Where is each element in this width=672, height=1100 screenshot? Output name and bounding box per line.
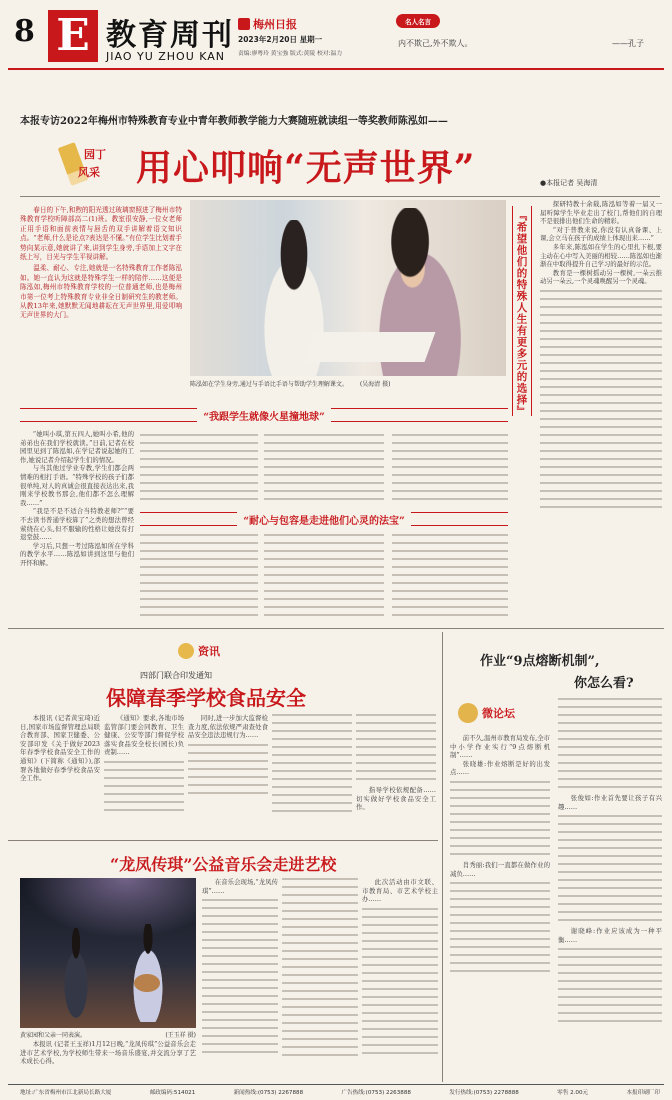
credits: 责编:廖粤玲 黄宝強 版式:黄陵 校对:温力 <box>238 51 343 57</box>
event-photo-caption <box>20 1030 196 1039</box>
news-kicker: 四部门联合印发通知 <box>140 671 212 680</box>
paper-name: 梅州日报 <box>253 18 297 31</box>
side-quote-box <box>512 206 532 416</box>
megaphone-icon <box>458 703 478 723</box>
event-photo-credit: (王玉祥 摄) <box>165 1032 196 1039</box>
news-body-3: 同时,进一步加大监督检查力度,依法依规严肃查处食品安全违法违规行为…… <box>188 714 268 740</box>
footer-print: 本报印刷厂印 <box>626 1090 660 1096</box>
news-body-2: 《通知》要求,各地市场监管部门要会同教育、卫生健康、公安等部门督促学校落实食品安全校长(园长)负责制…… <box>104 714 184 757</box>
subhead-2-text: “耐心与包容是走进他们心灵的法宝” <box>237 512 411 527</box>
desk-books <box>305 332 436 362</box>
event-body-2: 在音乐会现场,“龙凤传琪”…… <box>202 878 278 895</box>
news-col-5 <box>356 714 436 834</box>
body-col-1-p2: 与当其他过学业专教,学生们都会两情难的相打手语。“特殊学校的孩子们都很单纯,对人的真诚会很直接表达出来,我刚来学校教书那会,他们都不怎么理解我……” <box>20 464 134 507</box>
motto-badge <box>396 14 440 28</box>
lead-paragraph-1: 春日的下午,和煦的阳光透过玻璃窗照进了梅州市特殊教育学校听障部高二(1)班。教室很安静,一位女老师正用手语和面前表情与唇舌的双手讲解着语文知识点。“老师,什么是论点?表达是不懂。”有位学生比划着手势向某示意,她就讲了来,讲到学生身旁,手语加上文字在纸上写，目光与学生平视讲解。 <box>20 206 182 262</box>
feature-lead <box>20 206 182 412</box>
body-col-5 <box>140 534 258 622</box>
feature-top-rule <box>20 196 660 197</box>
commentary-headline-1: 作业“9点熔断机制”, <box>480 654 600 669</box>
column-badge-line1: 园丁 <box>84 148 106 161</box>
commentary-col-2 <box>558 698 662 1080</box>
feature-right-column <box>540 200 662 614</box>
body-col-1-p4: 学习后,只想一考过陈泓如所在学科的教学水平……陈泓如讲到这里与他们开怀和解。 <box>20 541 134 567</box>
motto-text: 内不欺己,外不欺人。 <box>398 39 473 48</box>
news-badge-label: 资讯 <box>198 645 220 658</box>
news-badge-icon <box>178 643 194 659</box>
footer-price: 零售 2.00元 <box>557 1090 589 1096</box>
body-col-3 <box>264 434 384 504</box>
feature-headline: 用心叩响“无声世界” <box>136 147 476 189</box>
subhead-1 <box>20 408 508 422</box>
body-col-7 <box>392 534 508 622</box>
masthead-rule <box>8 68 664 70</box>
event-col-4 <box>362 878 438 1082</box>
right-column-p3: 多年来,陈泓如在学生的心里扎下根,要主动在心中写入美丽的相较……陈泓如也渐渐在中取得提升自己学习的最好的示范。 <box>540 242 662 269</box>
right-column-p1: 探研特教十余载,陈泓如等着一届又一届听障学生毕业走出了校门,帮他们的自理不是很排出他们生命的精彩。 <box>540 200 662 226</box>
performer-father <box>56 928 96 1020</box>
performer-daughter <box>124 924 172 1022</box>
motto-author: ——孔子 <box>612 39 644 48</box>
feature-kicker: 本报专访2022年梅州市特殊教育专业中青年教师教学能力大赛随班就读组一等奖教师陈泓如—— <box>20 116 448 127</box>
section-title: 教育周刊 <box>106 18 234 53</box>
photo-credit: (吴海清 摄) <box>359 381 391 388</box>
commentary-divider <box>442 632 443 1082</box>
column-badge <box>64 142 110 190</box>
feature-bottom-rule <box>8 628 664 629</box>
event-photo-caption-text: 黄家园和父亲一同表演。 <box>20 1032 87 1039</box>
news-col-4 <box>272 714 352 834</box>
footer <box>20 1088 660 1098</box>
commentary-speaker-3: 张俊如:作业首先要让孩子有兴趣…… <box>558 794 662 811</box>
side-quote: 『希望他们的特殊人生有更多元的选择』 <box>515 210 528 417</box>
body-col-1-p3: “我是不是不适合当特教老师?”“要不去读书普通学校算了”之类的想法曾经萦绕在心头,但不服输的性格让她没有打退堂鼓…… <box>20 507 134 542</box>
news-headline: 保障春季学校食品安全 <box>106 686 306 710</box>
commentary-col-1 <box>450 734 550 1080</box>
body-col-4 <box>392 434 508 504</box>
right-column-p4: 教育是一棵树摇动另一棵树,一朵云推动另一朵云,一个灵魂唤醒另一个灵魂。 <box>540 268 662 286</box>
news-body-4: 指导学校依规配备……切实做好学校食品安全工作。 <box>356 786 436 812</box>
news-col-1 <box>20 714 100 834</box>
news-col-3 <box>188 714 268 834</box>
body-col-1 <box>20 430 134 622</box>
right-column-text-lines <box>540 290 662 508</box>
footer-rule <box>8 1084 664 1085</box>
subhead-2 <box>140 512 508 526</box>
news-body-1: 本报讯 (记者黄宝琦)近日,国家市场监督管理总局联合教育部、国家卫健委、公安部印发《关于做好2023年春季学校食品安全工作的通知》(下简称《通知》),部署各地做好春季学校食品安全工作。 <box>20 714 100 783</box>
masthead <box>0 0 672 82</box>
event-body-1: 本报讯 (记者王玉祥)1月12日晚,“龙凤传琪”公益音乐会走进市艺术学校,为学校师生带来一场音乐盛宴,并交流分享了艺术成长心得。 <box>20 1040 196 1066</box>
body-col-2 <box>140 434 258 504</box>
event-col-3 <box>282 878 358 1082</box>
right-column-p2: “对于普教来说,你没有认真备课、上课,会立马在孩子的成绩上体现出来……” <box>540 225 662 243</box>
commentary-speaker-1: 张晓雄:作业熔断是好的出发点…… <box>450 759 550 777</box>
feature-photo <box>190 200 506 376</box>
guitar-icon <box>134 974 160 992</box>
body-col-1-p1: “她叫小琪,第五四人,她叫小希,他的弟弟也在我们学校就读。”日前,记者在校园里见到了陈泓如,在学记者说起她的工作,她说记者介绍起学生们的情况。 <box>20 430 134 464</box>
footer-ad-hotline: 广告热线:(0753) 2263888 <box>341 1090 411 1096</box>
section-pinyin: JIAO YU ZHOU KAN <box>106 50 226 63</box>
footer-news-hotline: 新闻热线:(0753) 2267888 <box>233 1090 304 1096</box>
column-badge-line2: 风采 <box>78 166 100 179</box>
lead-paragraph-2: 温柔、耐心、专注,她就是一名特殊教育工作者陈泓如。她一直认为这就是特殊学生一样的陪伴……这便是陈泓如,梅州市特殊教育学校的一位普通老师,也是梅州市第一位考上特殊教育专业非全日制研究生的教老师。从教13年来,她默默无闻地耕耘在无声世界里,用爱叩响无声世界的大门。 <box>20 264 182 320</box>
commentary-speaker-4: 谢晓峰:作业应该成为一种平衡…… <box>558 927 662 944</box>
commentary-badge <box>458 698 528 728</box>
date-line: 2023年2月20日 星期一 <box>238 35 323 44</box>
news-col-2 <box>104 714 184 834</box>
event-body-3: 此次活动由市文联、市教育局、市艺术学校主办…… <box>362 878 438 904</box>
page-number: 8 <box>14 14 35 49</box>
event-col-1 <box>20 1040 196 1082</box>
commentary-badge-label: 微论坛 <box>482 707 515 720</box>
commentary-speaker-2: 肖秀丽:我们一直都在做作业的减负…… <box>450 860 550 878</box>
commentary-intro: 前不久,温州市教育局发布,全市中小学作业实行“9点熔断机制”…… <box>450 734 550 760</box>
section-letter-block <box>48 10 98 62</box>
footer-distribution: 发行热线:(0753) 2278888 <box>449 1090 519 1096</box>
subhead-1-text: “我跟学生就像火星撞地球” <box>197 408 331 423</box>
footer-address: 地址:广东省梅州市江北新局长路大厦 <box>20 1090 112 1096</box>
section-letter: E <box>56 10 90 61</box>
feature-byline: ●本报记者 吴海清 <box>540 179 598 187</box>
event-headline: “龙凤传琪”公益音乐会走进艺校 <box>110 855 337 874</box>
photo-caption <box>190 379 506 388</box>
news-badge <box>178 640 238 662</box>
commentary-headline-2: 你怎么看? <box>574 676 634 691</box>
event-col-2 <box>202 878 278 1082</box>
motto-badge-label: 名人名言 <box>405 17 431 26</box>
news-bottom-rule <box>8 840 438 841</box>
event-photo <box>20 878 196 1028</box>
footer-postcode: 邮政编码:514021 <box>149 1090 196 1096</box>
body-col-6 <box>264 534 384 622</box>
paper-logo-icon <box>238 18 250 30</box>
paper-logo <box>238 16 297 32</box>
photo-caption-text: 陈泓如在学生身旁,通过与手语比手语与帮助学生理解课文。 <box>190 381 348 388</box>
